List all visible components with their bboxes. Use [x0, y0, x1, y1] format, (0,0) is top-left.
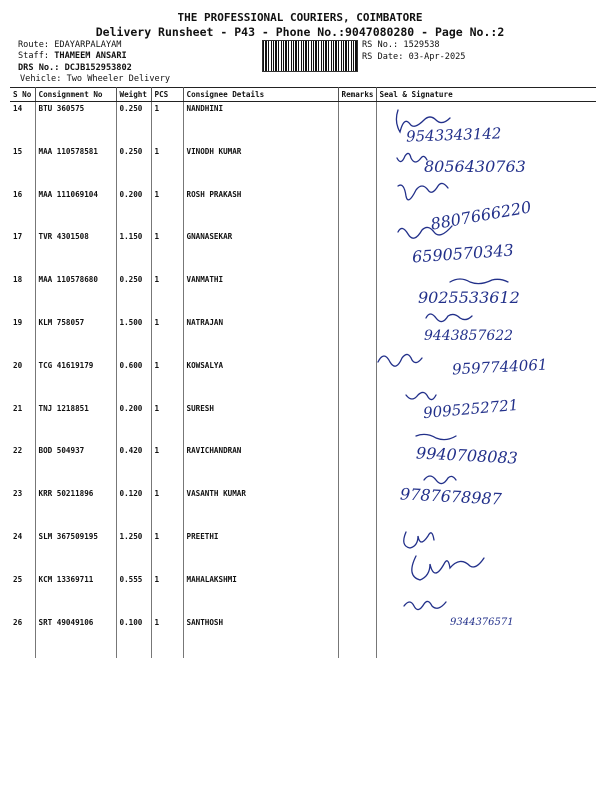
- row-remarks: [338, 573, 376, 616]
- handwritten-phone: 9787678987: [399, 484, 503, 509]
- rs-number: RS No.: 1529538: [362, 40, 440, 50]
- row-consignee: VINODH KUMAR: [183, 145, 338, 188]
- row-pcs: 1: [151, 487, 183, 530]
- row-pcs: 1: [151, 444, 183, 487]
- row-consignee: VANMATHI: [183, 273, 338, 316]
- row-remarks: [338, 102, 376, 145]
- row-remarks: [338, 145, 376, 188]
- row-consignment-no: TCG 41619179: [35, 359, 116, 402]
- vehicle-label: Vehicle: Two Wheeler Delivery: [20, 74, 171, 84]
- row-consignee: VASANTH KUMAR: [183, 487, 338, 530]
- row-weight: 1.150: [116, 230, 151, 273]
- row-pcs: 1: [151, 530, 183, 573]
- staff-label: Staff:: [18, 51, 50, 61]
- row-remarks: [338, 530, 376, 573]
- row-consignment-no: SLM 367509195: [35, 530, 116, 573]
- row-remarks: [338, 273, 376, 316]
- row-weight: 1.250: [116, 530, 151, 573]
- row-sno: 17: [10, 230, 35, 273]
- drs-number: DRS No.: DCJB152953802: [18, 63, 132, 73]
- row-consignee: KOWSALYA: [183, 359, 338, 402]
- row-weight: 0.555: [116, 573, 151, 616]
- row-sno: 20: [10, 359, 35, 402]
- row-consignment-no: BTU 360575: [35, 102, 116, 145]
- row-remarks: [338, 444, 376, 487]
- row-consignment-no: MAA 110578581: [35, 145, 116, 188]
- handwritten-phone: 9597744061: [451, 355, 548, 379]
- col-remarks: Remarks: [338, 88, 376, 102]
- col-consignee: Consignee Details: [183, 88, 338, 102]
- row-signature: [376, 573, 596, 616]
- table-header-row: [10, 88, 596, 102]
- row-weight: 0.420: [116, 444, 151, 487]
- company-title: THE PROFESSIONAL COURIERS, COIMBATORE: [177, 11, 423, 24]
- row-weight: 0.200: [116, 402, 151, 445]
- staff-name: THAMEEM ANSARI: [54, 51, 127, 61]
- row-consignment-no: BOD 504937: [35, 444, 116, 487]
- row-remarks: [338, 487, 376, 530]
- row-weight: 1.500: [116, 316, 151, 359]
- row-remarks: [338, 616, 376, 659]
- handwritten-phone: 9095252721: [422, 395, 520, 423]
- row-remarks: [338, 402, 376, 445]
- row-consignee: RAVICHANDRAN: [183, 444, 338, 487]
- row-sno: 16: [10, 188, 35, 231]
- row-consignment-no: KCM 13369711: [35, 573, 116, 616]
- row-consignee: NATRAJAN: [183, 316, 338, 359]
- row-pcs: 1: [151, 102, 183, 145]
- row-weight: 0.120: [116, 487, 151, 530]
- row-sno: 22: [10, 444, 35, 487]
- row-pcs: 1: [151, 402, 183, 445]
- row-weight: 0.600: [116, 359, 151, 402]
- handwritten-phone: 8807666220: [429, 197, 533, 234]
- row-weight: 0.250: [116, 102, 151, 145]
- handwritten-phone: 9543343142: [405, 124, 502, 146]
- handwritten-phone: 6590570343: [411, 240, 515, 267]
- col-consignment: Consignment No: [35, 88, 116, 102]
- row-remarks: [338, 230, 376, 273]
- runsheet-subtitle: Delivery Runsheet - P43 - Phone No.:9047080280 - Page No.:2: [95, 25, 505, 39]
- row-pcs: 1: [151, 188, 183, 231]
- row-sno: 14: [10, 102, 35, 145]
- col-signature: Seal & Signature: [376, 88, 596, 102]
- row-sno: 26: [10, 616, 35, 659]
- row-sno: 23: [10, 487, 35, 530]
- row-weight: 0.250: [116, 273, 151, 316]
- row-sno: 18: [10, 273, 35, 316]
- row-pcs: 1: [151, 316, 183, 359]
- row-consignment-no: MAA 111069104: [35, 188, 116, 231]
- row-sno: 24: [10, 530, 35, 573]
- row-pcs: 1: [151, 273, 183, 316]
- row-remarks: [338, 359, 376, 402]
- row-consignee: SURESH: [183, 402, 338, 445]
- row-remarks: [338, 188, 376, 231]
- handwritten-phone: 8056430763: [424, 157, 526, 176]
- table-row: [10, 530, 596, 573]
- row-consignee: ROSH PRAKASH: [183, 188, 338, 231]
- row-signature: [376, 530, 596, 573]
- row-weight: 0.200: [116, 188, 151, 231]
- col-pcs: PCS: [151, 88, 183, 102]
- route-label: Route: EDAYARPALAYAM: [18, 40, 122, 50]
- row-consignment-no: TVR 4301508: [35, 230, 116, 273]
- row-remarks: [338, 316, 376, 359]
- row-sno: 21: [10, 402, 35, 445]
- rs-date: RS Date: 03-Apr-2025: [362, 52, 466, 62]
- row-sno: 15: [10, 145, 35, 188]
- handwritten-phone: 9025533612: [418, 288, 520, 307]
- handwritten-phone: 9443857622: [424, 328, 514, 344]
- row-sno: 19: [10, 316, 35, 359]
- barcode: [262, 40, 358, 72]
- row-sno: 25: [10, 573, 35, 616]
- row-pcs: 1: [151, 616, 183, 659]
- table-row: [10, 102, 596, 145]
- row-consignment-no: SRT 49049106: [35, 616, 116, 659]
- row-pcs: 1: [151, 359, 183, 402]
- row-consignment-no: KRR 50211896: [35, 487, 116, 530]
- row-pcs: 1: [151, 230, 183, 273]
- row-weight: 0.250: [116, 145, 151, 188]
- col-sno: S No: [10, 88, 35, 102]
- row-pcs: 1: [151, 145, 183, 188]
- table-row: [10, 487, 596, 530]
- table-row: [10, 573, 596, 616]
- row-consignee: SANTHOSH: [183, 616, 338, 659]
- handwritten-phone: 9940708083: [415, 443, 519, 468]
- row-consignment-no: MAA 110578680: [35, 273, 116, 316]
- row-consignment-no: TNJ 1218851: [35, 402, 116, 445]
- col-weight: Weight: [116, 88, 151, 102]
- handwritten-phone: 9344376571: [450, 617, 514, 628]
- row-consignee: GNANASEKAR: [183, 230, 338, 273]
- row-consignment-no: KLM 758057: [35, 316, 116, 359]
- row-consignee: NANDHINI: [183, 102, 338, 145]
- row-weight: 0.100: [116, 616, 151, 659]
- row-consignee: PREETHI: [183, 530, 338, 573]
- row-consignee: MAHALAKSHMI: [183, 573, 338, 616]
- staff-line: [18, 51, 127, 61]
- row-pcs: 1: [151, 573, 183, 616]
